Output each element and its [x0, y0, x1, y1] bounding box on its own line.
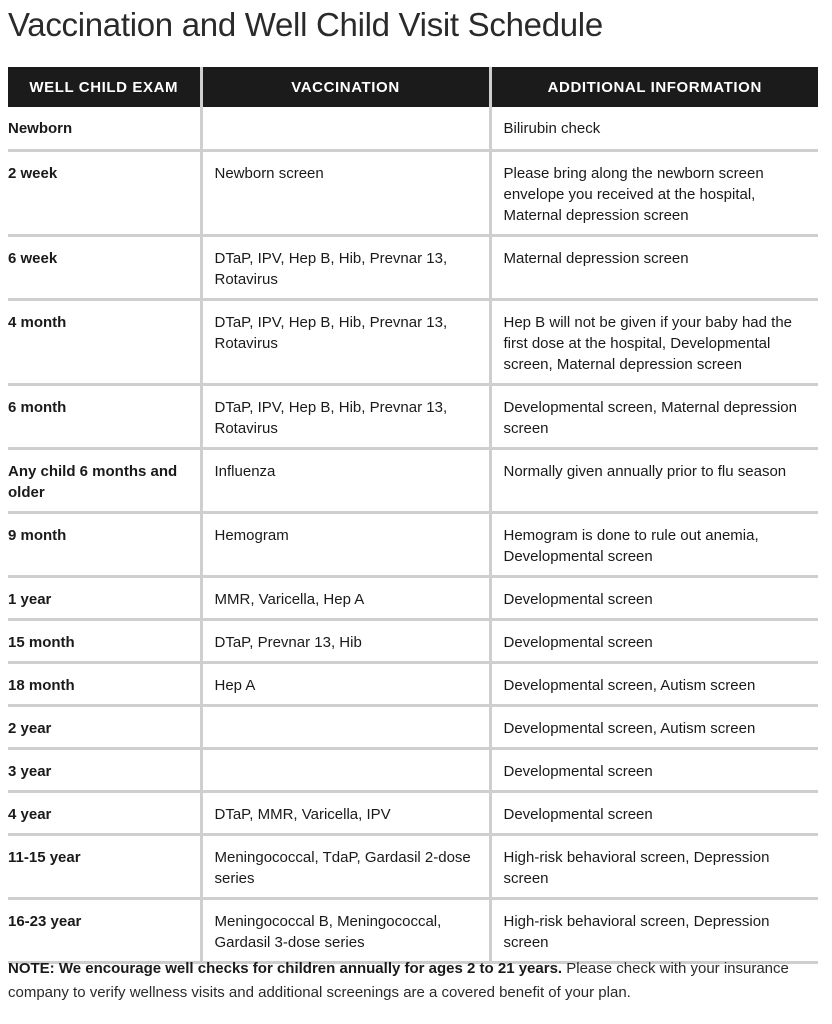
info-cell: Developmental screen — [490, 619, 818, 662]
exam-cell: 15 month — [8, 619, 201, 662]
info-cell: Maternal depression screen — [490, 235, 818, 299]
info-cell: Normally given annually prior to flu season — [490, 448, 818, 512]
table-row — [8, 512, 818, 576]
info-cell: Developmental screen — [490, 748, 818, 791]
page-title: Vaccination and Well Child Visit Schedule — [8, 6, 603, 43]
vaccination-cell: Meningococcal B, Meningococcal, Gardasil 3-dose series — [201, 898, 490, 962]
vaccination-cell: DTaP, IPV, Hep B, Hib, Prevnar 13, Rotavirus — [201, 235, 490, 299]
exam-cell: 4 month — [8, 299, 201, 384]
exam-cell: 11-15 year — [8, 834, 201, 898]
table-row — [8, 299, 818, 384]
exam-cell: Any child 6 months and older — [8, 448, 201, 512]
info-cell: Developmental screen — [490, 791, 818, 834]
info-cell: Developmental screen — [490, 576, 818, 619]
vaccination-cell — [201, 748, 490, 791]
info-cell: Developmental screen, Maternal depression screen — [490, 384, 818, 448]
vaccination-cell: Influenza — [201, 448, 490, 512]
footer-note — [8, 957, 823, 1005]
table-row — [8, 898, 818, 962]
header-row — [8, 67, 818, 107]
exam-cell: Newborn — [8, 120, 73, 137]
note-text: Please check with your insurance company to verify wellness visits and additional screenings are a covered benefit of your plan. — [8, 960, 789, 1001]
exam-cell: 3 year — [8, 748, 201, 791]
table-row — [8, 576, 818, 619]
vaccination-cell: Hep A — [201, 662, 490, 705]
table-row — [8, 107, 818, 150]
info-cell: Hep B will not be given if your baby had the first dose at the hospital, Developmental screen, Maternal depression screen — [490, 299, 818, 384]
vaccination-cell: DTaP, IPV, Hep B, Hib, Prevnar 13, Rotavirus — [201, 299, 490, 384]
exam-cell: 18 month — [8, 662, 201, 705]
info-cell: Hemogram is done to rule out anemia, Developmental screen — [490, 512, 818, 576]
exam-cell: 2 year — [8, 705, 201, 748]
vaccination-cell — [201, 107, 490, 150]
table-row — [8, 235, 818, 299]
vaccination-cell — [201, 705, 490, 748]
info-cell: Developmental screen, Autism screen — [490, 662, 818, 705]
exam-cell: 6 month — [8, 384, 201, 448]
vaccination-cell: Newborn screen — [201, 150, 490, 235]
table-row — [8, 748, 818, 791]
note-bold-text: NOTE: We encourage well checks for children annually for ages 2 to 21 years. — [8, 960, 563, 977]
exam-cell: 1 year — [8, 576, 201, 619]
table-row — [8, 662, 818, 705]
info-cell: Bilirubin check — [490, 107, 818, 150]
vaccination-cell: DTaP, IPV, Hep B, Hib, Prevnar 13, Rotavirus — [201, 384, 490, 448]
vaccination-cell: MMR, Varicella, Hep A — [201, 576, 490, 619]
table-row — [8, 705, 818, 748]
vaccination-cell: Hemogram — [201, 512, 490, 576]
vaccination-cell: Meningococcal, TdaP, Gardasil 2-dose series — [201, 834, 490, 898]
header-additional-information: ADDITIONAL INFORMATION — [490, 67, 818, 107]
info-cell: Please bring along the newborn screen envelope you received at the hospital, Maternal depression screen — [490, 150, 818, 235]
exam-cell: 4 year — [8, 791, 201, 834]
vaccination-cell: DTaP, Prevnar 13, Hib — [201, 619, 490, 662]
table-row — [8, 448, 818, 512]
info-cell: Developmental screen, Autism screen — [490, 705, 818, 748]
table-row — [8, 834, 818, 898]
info-cell: High-risk behavioral screen, Depression screen — [490, 898, 818, 962]
exam-cell: 9 month — [8, 512, 201, 576]
info-cell: High-risk behavioral screen, Depression screen — [490, 834, 818, 898]
table-row — [8, 791, 818, 834]
exam-cell: 6 week — [8, 235, 201, 299]
table-row — [8, 384, 818, 448]
exam-cell: 2 week — [8, 150, 201, 235]
header-well-child-exam: WELL CHILD EXAM — [8, 67, 201, 107]
schedule-table — [8, 67, 818, 964]
exam-cell: 16-23 year — [8, 898, 201, 962]
header-vaccination: VACCINATION — [201, 67, 490, 107]
table-row — [8, 619, 818, 662]
table-row — [8, 150, 818, 235]
vaccination-cell: DTaP, MMR, Varicella, IPV — [201, 791, 490, 834]
